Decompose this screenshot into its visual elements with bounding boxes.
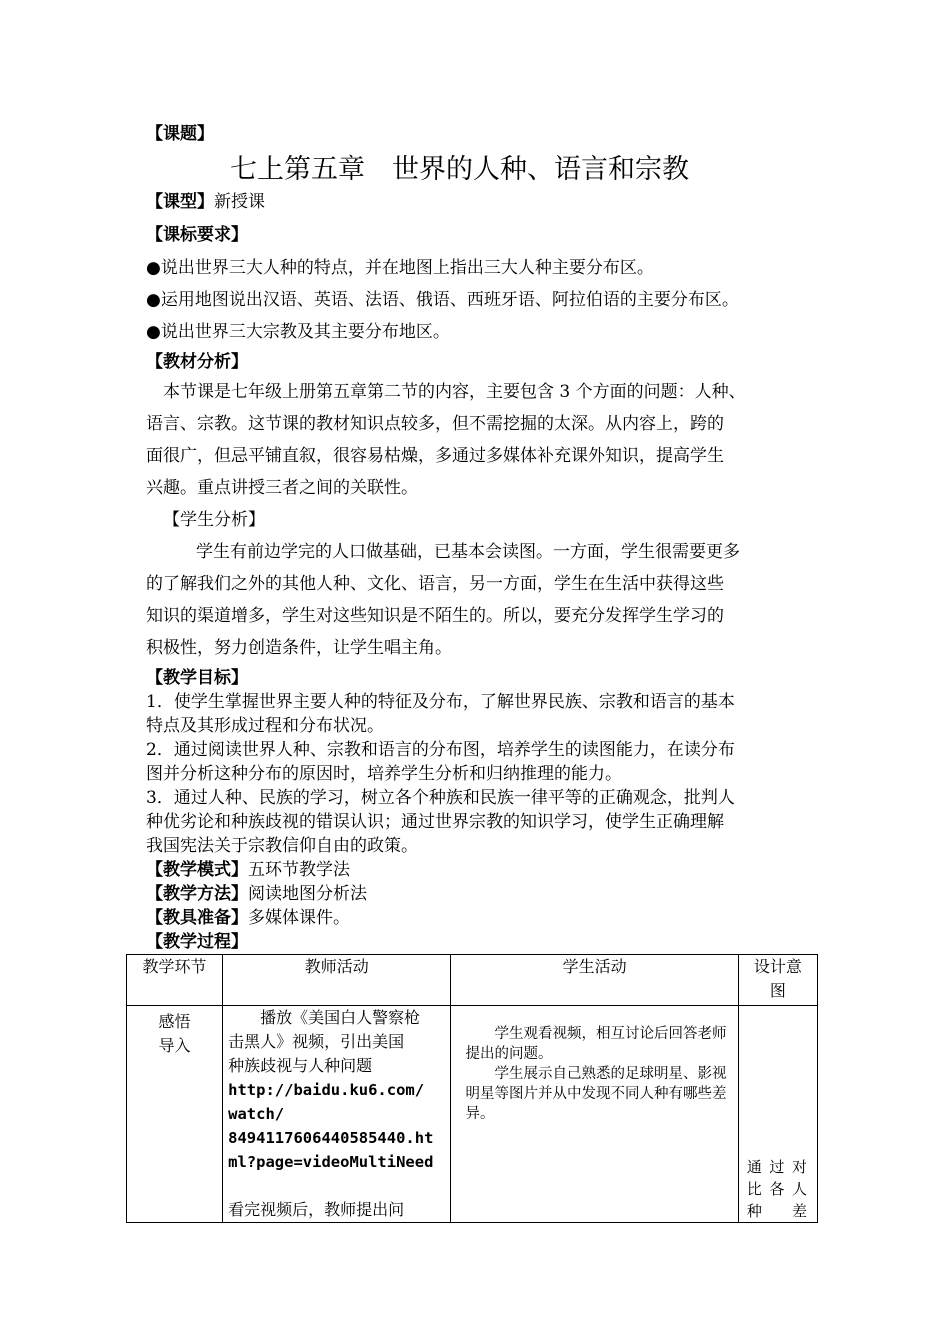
- standard-item: ●说出世界三大人种的特点，并在地图上指出三大人种主要分布区。: [146, 258, 654, 278]
- method-label: 【教学方法】: [146, 884, 248, 904]
- design-intent-cell: 通 过 对 比 各 人 种 差: [738, 1006, 817, 1223]
- objective-line: 我国宪法关于宗教信仰自由的政策。: [146, 836, 418, 856]
- objective-line: 1．使学生掌握世界主要人种的特征及分布，了解世界民族、宗教和语言的基本: [146, 692, 735, 712]
- stage-cell: 感悟 导入: [127, 1006, 223, 1223]
- material-text-line: 兴趣。重点讲授三者之间的关联性。: [146, 478, 418, 498]
- video-url[interactable]: ml?page=videoMultiNeed: [228, 1153, 434, 1171]
- process-label: 【教学过程】: [146, 932, 248, 952]
- lesson-type-value: 新授课: [214, 192, 265, 212]
- video-url[interactable]: 8494117606440585440.ht: [228, 1129, 434, 1147]
- mode-value: 五环节教学法: [248, 860, 350, 880]
- topic-label: 【课题】: [146, 124, 214, 144]
- mode-label: 【教学模式】: [146, 860, 248, 880]
- objective-line: 特点及其形成过程和分布状况。: [146, 716, 384, 736]
- header-design: 设计意 图: [738, 955, 817, 1006]
- objective-line: 3．通过人种、民族的学习，树立各个种族和民族一律平等的正确观念，批判人: [146, 788, 735, 808]
- material-text-line: 本节课是七年级上册第五章第二节的内容，主要包含 3 个方面的问题：人种、: [163, 382, 746, 402]
- student-analysis-line: 积极性，努力创造条件，让学生唱主角。: [146, 638, 452, 658]
- bullet-icon: ●: [146, 290, 161, 310]
- objective-line: 2．通过阅读世界人种、宗教和语言的分布图，培养学生的读图能力，在读分布: [146, 740, 735, 760]
- header-student: 学生活动: [451, 955, 738, 1006]
- method-row: [146, 882, 367, 906]
- objective-line: 图并分析这种分布的原因时，培养学生分析和归纳推理的能力。: [146, 764, 622, 784]
- table-row: [127, 1006, 818, 1223]
- video-url[interactable]: http://baidu.ku6.com/: [228, 1081, 425, 1099]
- student-analysis-line: 学生有前边学完的人口做基础，已基本会读图。一方面，学生很需要更多: [196, 542, 740, 562]
- student-activity-cell: 学生观看视频，相互讨论后回答老师提出的问题。 学生展示自己熟悉的足球明星、影视明星等图片并从中发现不同人种有哪些差异。: [451, 1006, 738, 1223]
- mode-row: [146, 858, 350, 882]
- material-label: 【教材分析】: [146, 352, 248, 372]
- objective-line: 种优劣论和种族歧视的错误认识；通过世界宗教的知识学习，使学生正确理解: [146, 812, 724, 832]
- objectives-label: 【教学目标】: [146, 668, 248, 688]
- method-value: 阅读地图分析法: [248, 884, 367, 904]
- bullet-icon: ●: [146, 322, 161, 342]
- page-title: 七上第五章 世界的人种、语言和宗教: [230, 154, 689, 185]
- material-text-line: 语言、宗教。这节课的教材知识点较多，但不需挖掘的太深。从内容上，跨的: [146, 414, 724, 434]
- student-analysis-label: 【学生分析】: [163, 510, 265, 530]
- tools-value: 多媒体课件。: [248, 908, 350, 928]
- standard-item: ●运用地图说出汉语、英语、法语、俄语、西班牙语、阿拉伯语的主要分布区。: [146, 290, 739, 310]
- header-teacher: 教师活动: [223, 955, 451, 1006]
- tools-label: 【教具准备】: [146, 908, 248, 928]
- lesson-type-label: 【课型】: [146, 192, 214, 212]
- table-header-row: [127, 955, 818, 1006]
- teacher-activity-cell: 播放《美国白人警察枪 击黑人》视频，引出美国 种族歧视与人种问题 http://baidu.ku6.com/ watch/ 8494117606440585440.ht ml?page=videoMultiNeed 看完视频后，教师提出问: [223, 1006, 451, 1223]
- material-text-line: 面很广，但忌平铺直叙，很容易枯燥，多通过多媒体补充课外知识，提高学生: [146, 446, 724, 466]
- student-analysis-line: 知识的渠道增多，学生对这些知识是不陌生的。所以，要充分发挥学生学习的: [146, 606, 724, 626]
- lesson-type-row: [146, 190, 265, 214]
- tools-row: [146, 906, 350, 930]
- video-url[interactable]: watch/: [228, 1105, 285, 1123]
- standard-item: ●说出世界三大宗教及其主要分布地区。: [146, 322, 450, 342]
- bullet-icon: ●: [146, 258, 161, 278]
- standards-label: 【课标要求】: [146, 225, 248, 245]
- student-analysis-line: 的了解我们之外的其他人种、文化、语言，另一方面，学生在生活中获得这些: [146, 574, 724, 594]
- process-table: [126, 954, 818, 1223]
- header-stage: 教学环节: [127, 955, 223, 1006]
